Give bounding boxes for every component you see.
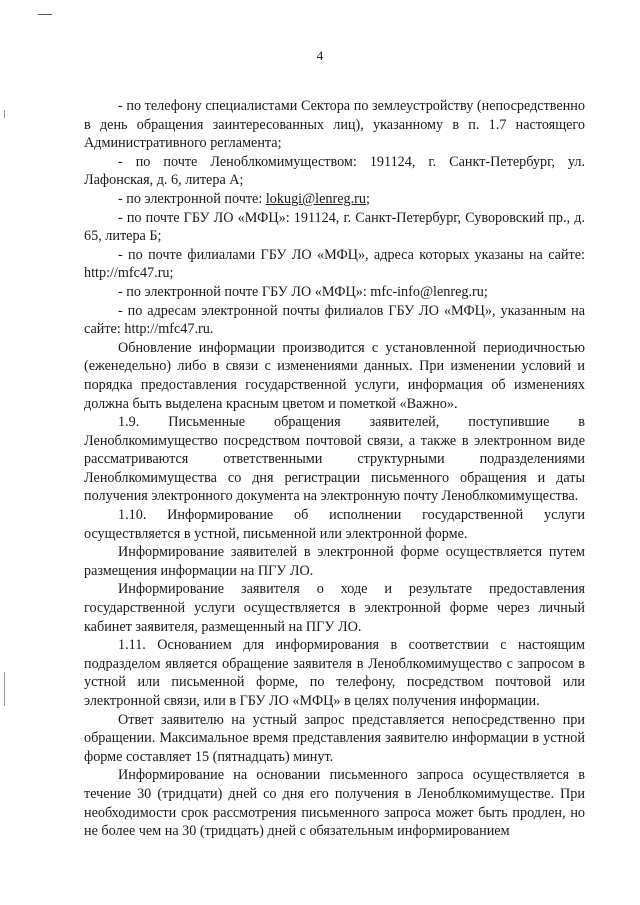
- scan-margin-line: [4, 672, 5, 706]
- email-link[interactable]: lokugi@lenreg.ru: [265, 190, 366, 207]
- paragraph: - по телефону специалистами Сектора по землеустройству (непосредственно в день обращения заинтересованных лиц), указанному в п. 1.7 настоящего Административного регламента;: [84, 98, 585, 152]
- scan-margin-line: [4, 110, 5, 118]
- paragraph-text: - по электронной почте:: [118, 190, 266, 207]
- paragraph: - по адресам электронной почты филиалов ГБУ ЛО «МФЦ», указанным на сайте: http://mfc47.ru.: [84, 302, 585, 338]
- paragraph-text: ;: [365, 190, 370, 207]
- scan-mark: [38, 14, 52, 15]
- paragraph: - по почте ГБУ ЛО «МФЦ»: 191124, г. Санкт-Петербург, Суворовский пр., д. 65, литера Б;: [84, 209, 585, 245]
- paragraph: 1.10. Информирование об исполнении государственной услуги осуществляется в устной, письменной или электронной форме.: [84, 507, 585, 542]
- paragraph: Ответ заявителю на устный запрос представляется непосредственно при обращении. Максимальное время представления заявителю информации в устной форме составляет 15 (пятнадцать) минут.: [84, 711, 585, 765]
- paragraph: Обновление информации производится с установленной периодичностью (еженедельно) либо в связи с изменениями данных. При изменении условий и порядка предоставления государственной услуги, информация об изменениях должна быть выделена красным цветом и пометкой «Важно».: [84, 339, 585, 412]
- paragraph: - по почте филиалами ГБУ ЛО «МФЦ», адреса которых указаны на сайте: http://mfc47.ru;: [84, 246, 585, 282]
- paragraph: Информирование заявителя о ходе и результате предоставления государственной услуги осуществляется в электронной форме через личный кабинет заявителя, размещенный на ПГУ ЛО.: [84, 581, 585, 635]
- paragraph: [84, 190, 585, 209]
- paragraph: 1.11. Основанием для информирования в соответствии с настоящим подразделом является обращение заявителя в Леноблкомимущество с запросом в устной или письменной форме, по телефону, посредством почтовой или электронной связи, или в ГБУ ЛО «МФЦ» в целях получения информации.: [84, 637, 585, 709]
- paragraph: - по электронной почте ГБУ ЛО «МФЦ»: mfc-info@lenreg.ru;: [118, 283, 488, 300]
- paragraph: - по почте Леноблкомимуществом: 191124, г. Санкт-Петербург, ул. Лафонская, д. 6, литера А;: [84, 153, 585, 189]
- document-body: [84, 97, 585, 841]
- paragraph: 1.9. Письменные обращения заявителей, поступившие в Леноблкомимущество посредством почтовой связи, а также в электронном виде рассматриваются ответственными структурными подразделениями Леноблкомимущества со дня регистрации письменного обращения и даты получения электронного документа на электронную почту Леноблкомимущества.: [84, 414, 585, 505]
- page-number: 4: [316, 48, 324, 63]
- paragraph: Информирование на основании письменного запроса осуществляется в течение 30 (тридцати) дней со дня его получения в Леноблкомимуществе. При необходимости срок рассмотрения письменного запроса может быть продлен, но не более чем на 30 (тридцать) дней с обязательным информированием: [84, 767, 585, 840]
- paragraph: Информирование заявителей в электронной форме осуществляется путем размещения информации на ПГУ ЛО.: [84, 544, 585, 579]
